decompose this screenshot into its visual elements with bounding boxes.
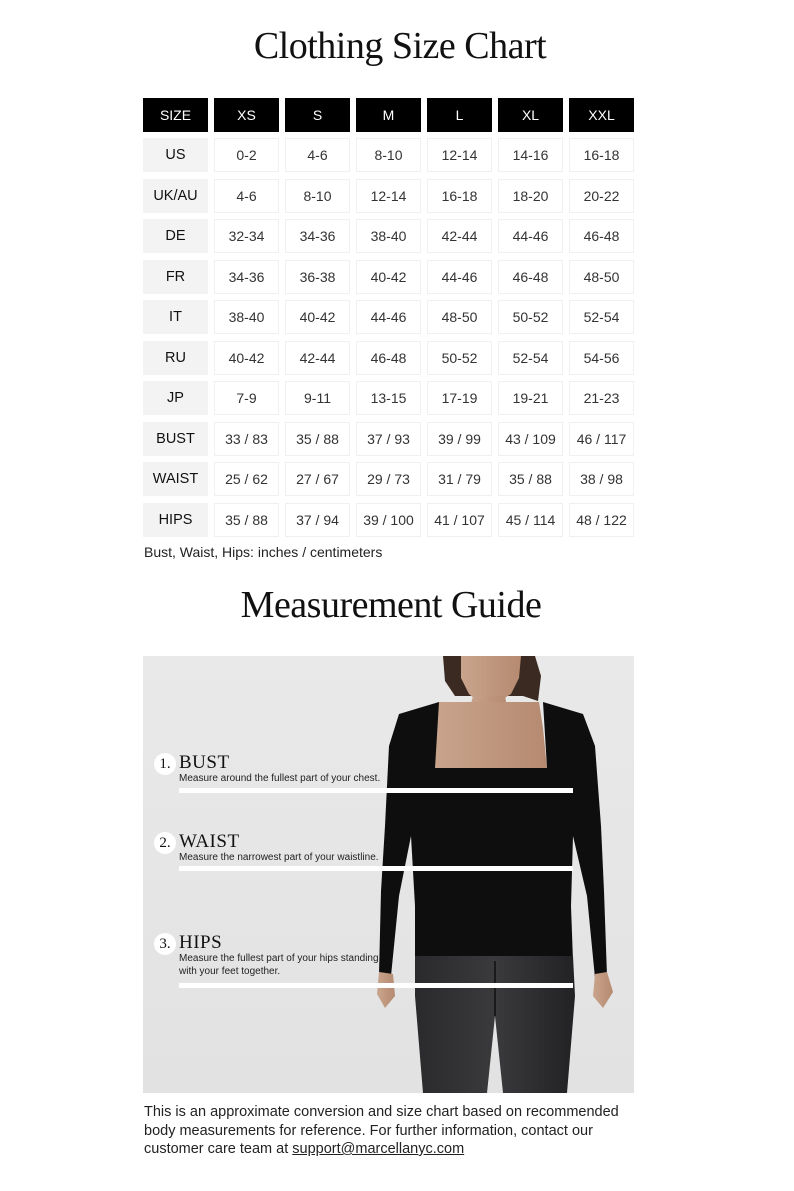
table-cell: 12-14 [356,179,421,213]
table-cell: 40-42 [285,300,350,334]
table-cell: 36-38 [285,260,350,294]
table-cell: 33 / 83 [214,422,279,456]
row-label: US [143,138,208,172]
table-cell: 48-50 [427,300,492,334]
table-cell: 25 / 62 [214,462,279,496]
row-label: HIPS [143,503,208,537]
table-cell: 35 / 88 [498,462,563,496]
table-cell: 18-20 [498,179,563,213]
table-cell: 19-21 [498,381,563,415]
row-label: DE [143,219,208,253]
row-label: FR [143,260,208,294]
table-cell: 48 / 122 [569,503,634,537]
table-cell: 34-36 [285,219,350,253]
row-label: JP [143,381,208,415]
measurement-name: HIPS [179,932,223,953]
table-cell: 50-52 [427,341,492,375]
table-cell: 52-54 [569,300,634,334]
table-cell: 46-48 [498,260,563,294]
table-cell: 42-44 [285,341,350,375]
measurement-number: 1. [154,753,176,775]
model-figure-image [143,656,634,1093]
table-cell: 37 / 93 [356,422,421,456]
table-cell: 46-48 [356,341,421,375]
table-cell: 38-40 [214,300,279,334]
table-cell: 29 / 73 [356,462,421,496]
measurement-description: Measure around the fullest part of your chest. [179,773,381,784]
table-cell: 8-10 [285,179,350,213]
measurement-number: 3. [154,933,176,955]
row-label: WAIST [143,462,208,496]
table-cell: 12-14 [427,138,492,172]
table-cell: 43 / 109 [498,422,563,456]
table-cell: 17-19 [427,381,492,415]
table-cell: 31 / 79 [427,462,492,496]
header-size-xs: XS [214,98,279,132]
row-label: BUST [143,422,208,456]
table-cell: 48-50 [569,260,634,294]
table-cell: 39 / 100 [356,503,421,537]
table-cell: 16-18 [427,179,492,213]
table-cell: 40-42 [214,341,279,375]
table-cell: 41 / 107 [427,503,492,537]
table-cell: 7-9 [214,381,279,415]
header-size-l: L [427,98,492,132]
row-label: IT [143,300,208,334]
footer-note [144,1103,644,1159]
size-chart-title: Clothing Size Chart [253,25,547,67]
table-cell: 40-42 [356,260,421,294]
table-cell: 54-56 [569,341,634,375]
table-cell: 16-18 [569,138,634,172]
measurement-description: Measure the fullest part of your hips standing with your feet together. [179,953,379,977]
measurement-number: 2. [154,832,176,854]
row-label: UK/AU [143,179,208,213]
measurement-guide-title: Measurement Guide [240,584,542,626]
table-cell: 38-40 [356,219,421,253]
table-cell: 14-16 [498,138,563,172]
support-email-link[interactable]: support@marcellanyc.com [292,1141,465,1157]
table-cell: 4-6 [214,179,279,213]
units-note: Bust, Waist, Hips: inches / centimeters [144,544,383,560]
table-cell: 37 / 94 [285,503,350,537]
table-cell: 21-23 [569,381,634,415]
table-cell: 32-34 [214,219,279,253]
table-cell: 9-11 [285,381,350,415]
measurement-line-waist [179,866,573,871]
table-cell: 46-48 [569,219,634,253]
measurement-line-hips [179,983,573,988]
table-cell: 45 / 114 [498,503,563,537]
table-cell: 35 / 88 [285,422,350,456]
header-size-xl: XL [498,98,563,132]
table-cell: 42-44 [427,219,492,253]
header-size-m: M [356,98,421,132]
measurement-guide-panel [143,656,634,1093]
measurement-description: Measure the narrowest part of your waistline. [179,852,379,863]
table-cell: 13-15 [356,381,421,415]
table-cell: 50-52 [498,300,563,334]
table-cell: 0-2 [214,138,279,172]
row-label: RU [143,341,208,375]
table-cell: 8-10 [356,138,421,172]
footer-text: This is an approximate conversion and size chart based on recommended body measurements for reference. For further information, contact our customer care team at [144,1104,619,1157]
table-cell: 38 / 98 [569,462,634,496]
header-size-xxl: XXL [569,98,634,132]
table-cell: 27 / 67 [285,462,350,496]
table-cell: 44-46 [427,260,492,294]
table-cell: 34-36 [214,260,279,294]
measurement-name: BUST [179,752,230,773]
table-cell: 44-46 [498,219,563,253]
table-cell: 35 / 88 [214,503,279,537]
table-cell: 46 / 117 [569,422,634,456]
table-cell: 44-46 [356,300,421,334]
table-cell: 52-54 [498,341,563,375]
table-cell: 20-22 [569,179,634,213]
table-cell: 4-6 [285,138,350,172]
header-size-label: SIZE [143,98,208,132]
measurement-line-bust [179,788,573,793]
measurement-name: WAIST [179,831,240,852]
table-cell: 39 / 99 [427,422,492,456]
header-size-s: S [285,98,350,132]
